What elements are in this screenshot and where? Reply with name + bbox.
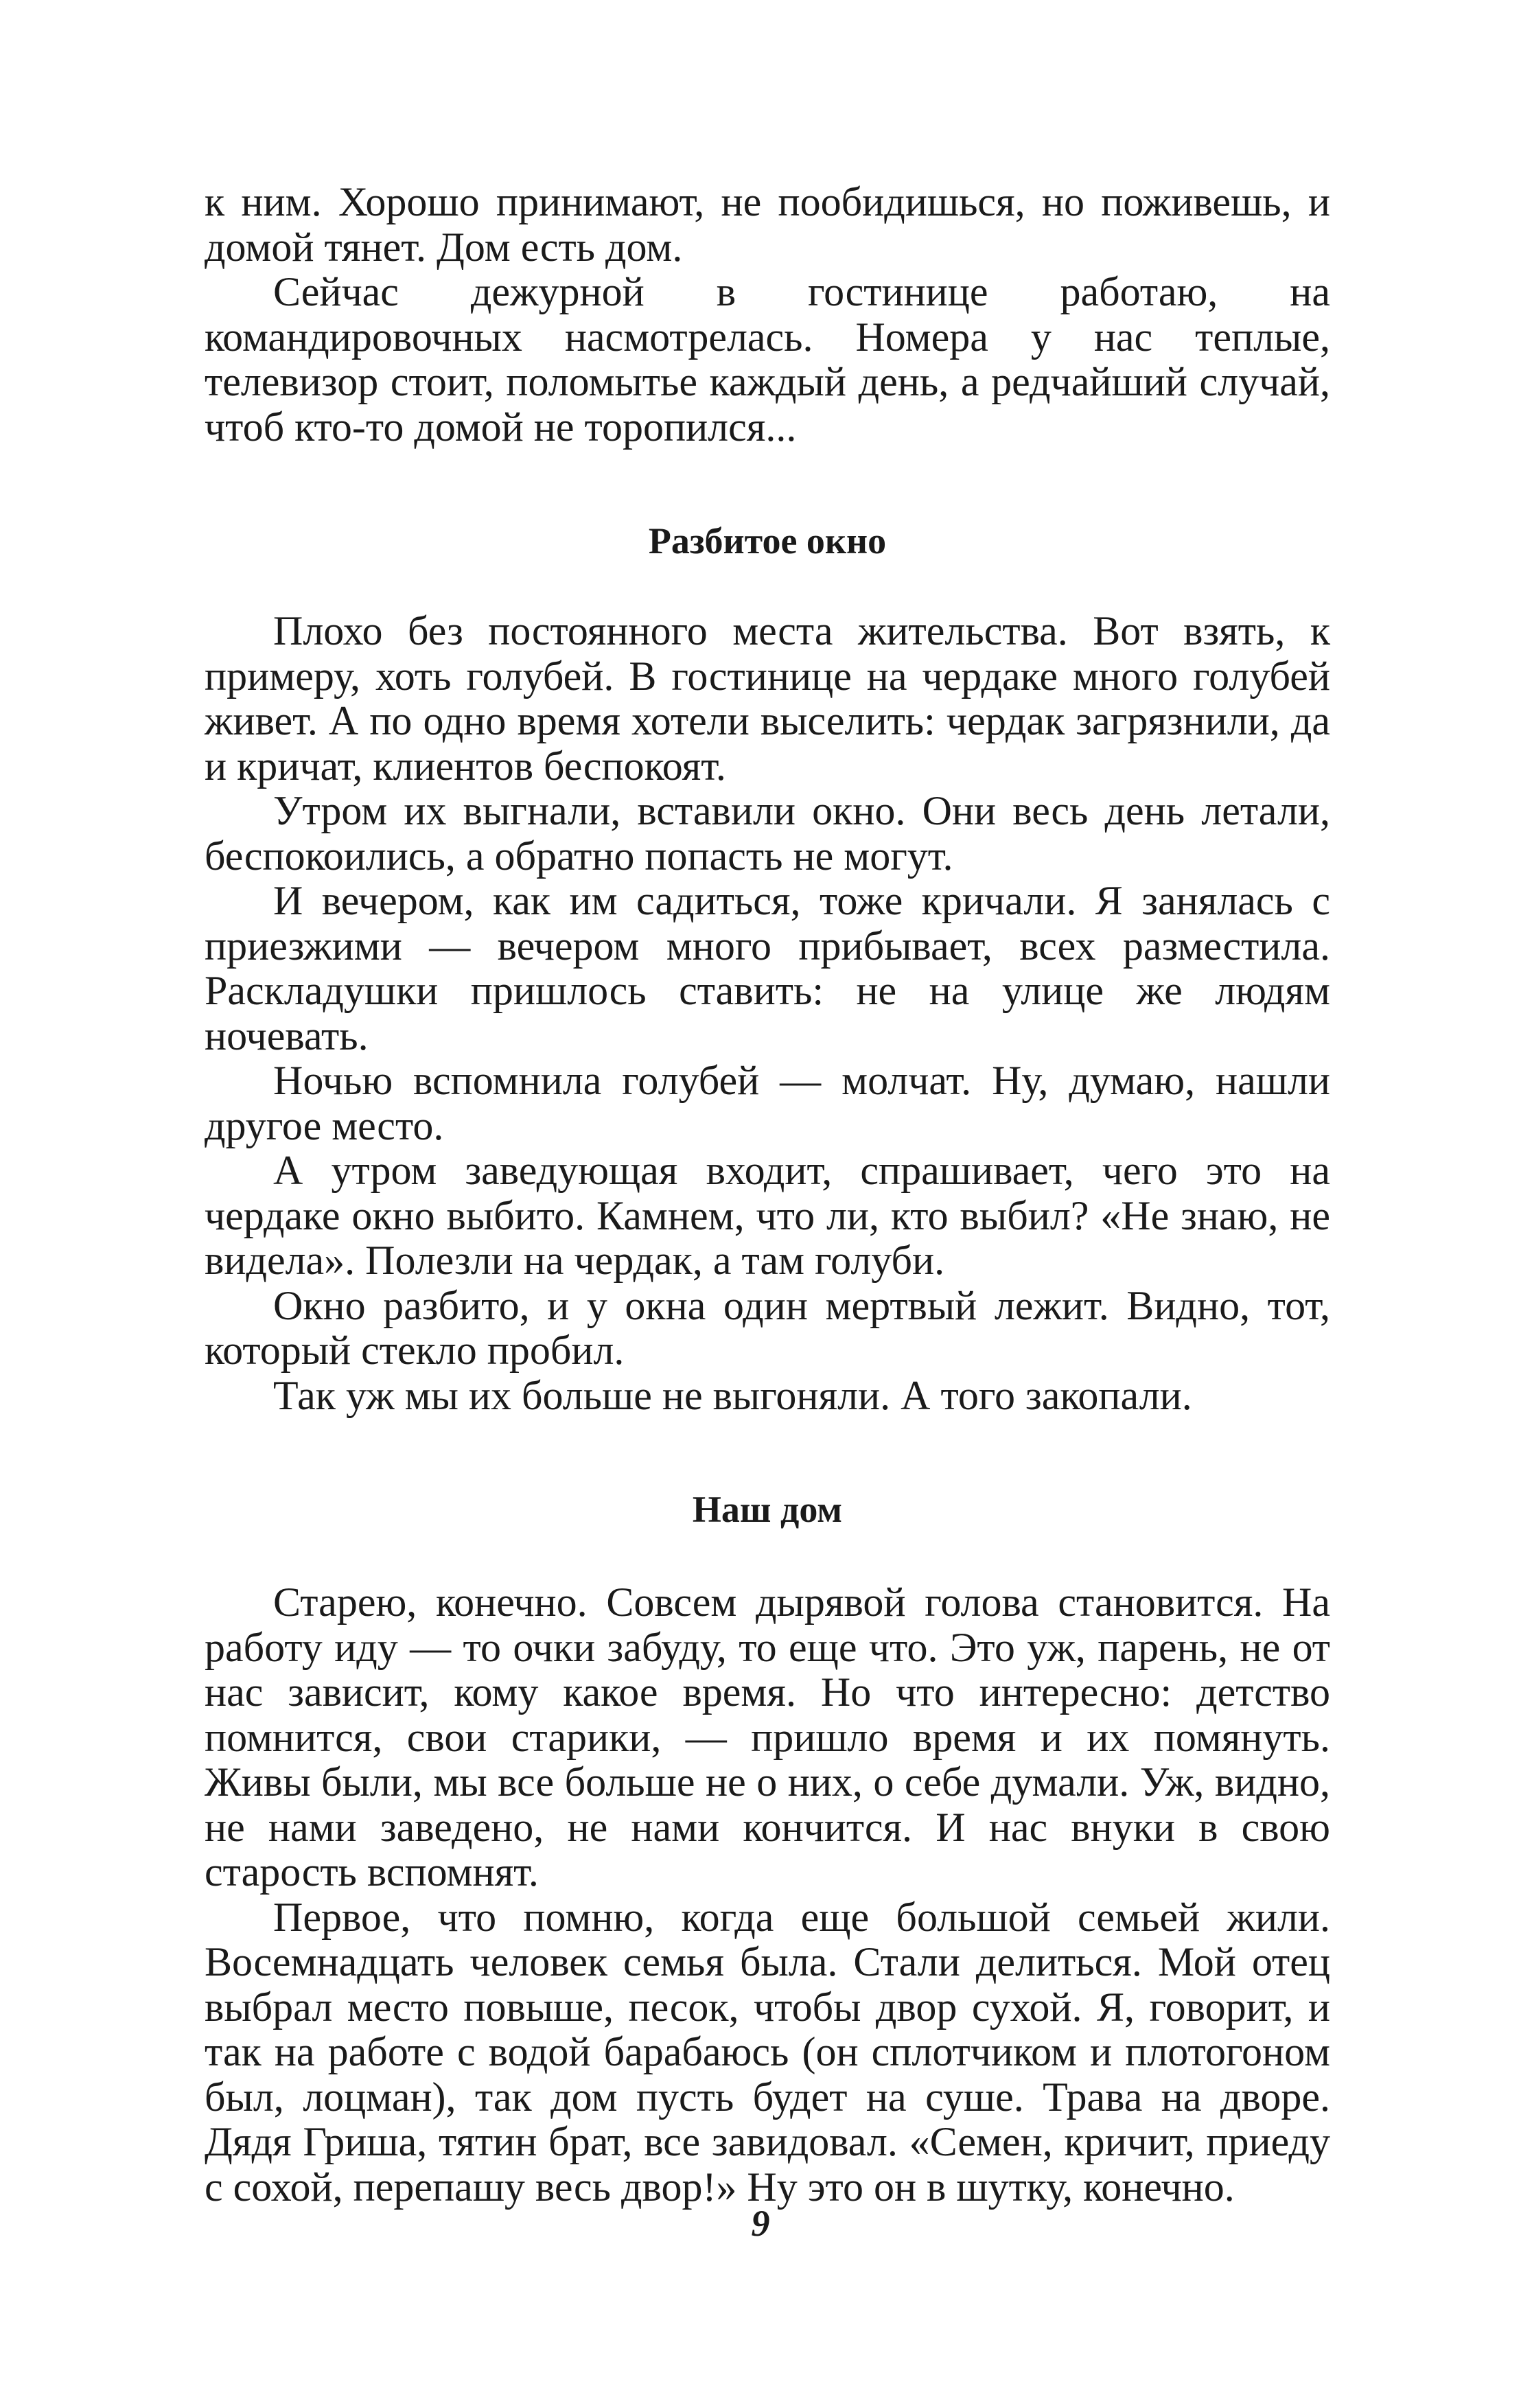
- section-title-broken-window: Разбитое окно: [648, 520, 887, 562]
- section-title-our-house: Наш дом: [692, 1489, 843, 1530]
- section1-paragraph-1: Плохо без постоянного места жительства. Вот взять, к примеру, хоть голубей. В гостинице на чердаке много голубей живет. А по одно время хотели выселить: чердак загрязнили, да и кричат, клиентов беспокоят.: [205, 608, 1330, 789]
- intro-paragraph-2: Сейчас дежурной в гостинице работаю, на командировочных насмотрелась. Номера у нас теплые, телевизор стоит, поломытье каждый день, а редчайший случай, чтоб кто-то домой не торопился...: [205, 269, 1330, 450]
- section2-paragraph-2: Первое, что помню, когда еще большой семьей жили. Восемнадцать человек семья была. Стали делиться. Мой отец выбрал место повыше, песок, чтобы двор сухой. Я, говорит, и так на работе с водой барабаюсь (он сплотчиком и плотогоном был, лоцман), так дом пусть будет на суше. Трава на дворе. Дядя Гриша, тятин брат, все завидовал. «Семен, кричит, приеду с сохой, перепашу весь двор!» Ну это он в шутку, конечно.: [205, 1894, 1330, 2210]
- section1-paragraph-4: Ночью вспомнила голубей — молчат. Ну, думаю, нашли другое место.: [205, 1058, 1330, 1148]
- section1-paragraph-7: Так уж мы их больше не выгоняли. А того закопали.: [273, 1372, 1192, 1418]
- page-body: [205, 180, 1330, 2210]
- page-number: 9: [751, 2203, 770, 2244]
- section1-paragraph-3: И вечером, как им садиться, тоже кричали. Я занялась с приезжими — вечером много прибывает, всех разместила. Раскладушки пришлось ставить: не на улице же людям ночевать.: [205, 878, 1330, 1058]
- section1-paragraph-5: А утром заведующая входит, спрашивает, чего это на чердаке окно выбито. Камнем, что ли, кто выбил? «Не знаю, не видела». Полезли на чердак, а там голуби.: [205, 1148, 1330, 1283]
- section1-paragraph-6: Окно разбито, и у окна один мертвый лежит. Видно, тот, который стекло пробил.: [205, 1282, 1330, 1373]
- section1-paragraph-2: Утром их выгнали, вставили окно. Они весь день летали, беспокоились, а обратно попасть не могут.: [205, 788, 1330, 879]
- section2-paragraph-1: Старею, конечно. Совсем дырявой голова становится. На работу иду — то очки забуду, то еще что. Это уж, парень, не от нас зависит, кому какое время. Но что интересно: детство помнится, свои старики, — пришло время и их помянуть. Живы были, мы все больше не о них, о себе думали. Уж, видно, не нами заведено, не нами кончится. И нас внуки в свою старость вспомнят.: [205, 1579, 1330, 1895]
- intro-paragraph-1: к ним. Хорошо принимают, не пообидишься, но поживешь, и домой тянет. Дом есть дом.: [205, 179, 1330, 270]
